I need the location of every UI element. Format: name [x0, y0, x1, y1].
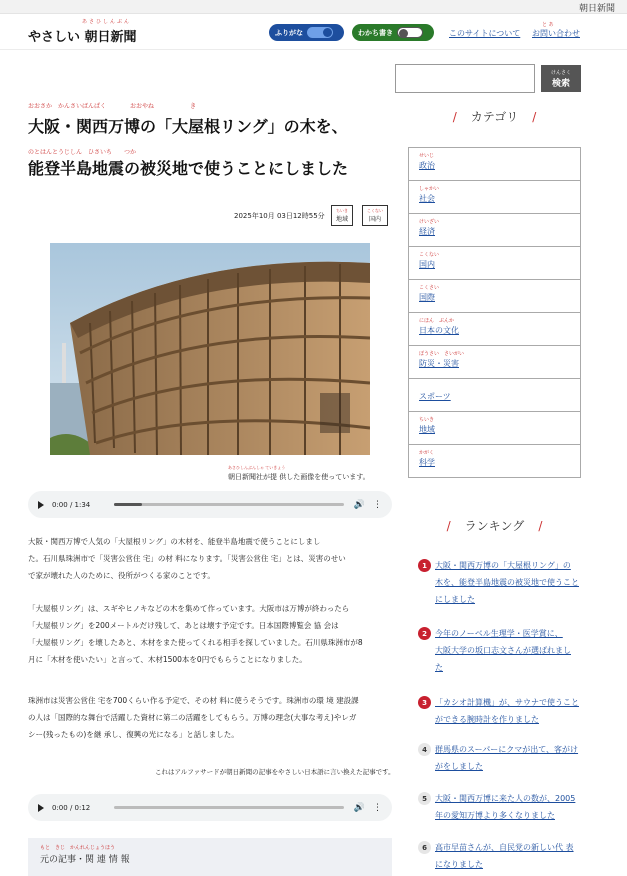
rank-title[interactable] [435, 557, 583, 608]
rank-number-badge: 2 [418, 627, 431, 640]
article-photo [50, 243, 370, 455]
rank-title[interactable] [435, 625, 583, 676]
category-item[interactable] [408, 280, 581, 313]
category-heading [408, 108, 581, 125]
tag-kokunai[interactable] [362, 205, 388, 226]
audio-player-1 [28, 491, 392, 518]
article-title-line-2: 能登半島地震の被災地で使うことにしました [28, 159, 349, 178]
rank-number-badge: 1 [418, 559, 431, 572]
rank-title-line: 「カシオ計算機」が、サウナで使うこと [435, 698, 579, 707]
slash-icon: / [532, 110, 537, 124]
paragraph-1 [28, 533, 390, 584]
tag-ruby: こくない [367, 208, 383, 213]
ring-structure-image [50, 243, 370, 455]
category-label[interactable]: 日本の文化 [419, 326, 459, 335]
rank-title-line: 大阪大学の坂口志文さんが選ばれまし [435, 646, 571, 655]
site-title[interactable] [28, 19, 137, 45]
title-ruby-1: おおさか かんさいばんぱく おおやね き [28, 103, 197, 110]
search-input[interactable] [395, 64, 535, 93]
furigana-toggle[interactable] [269, 24, 344, 41]
rank-number-badge: 5 [418, 792, 431, 805]
category-item[interactable] [408, 445, 581, 478]
furigana-switch-icon[interactable] [307, 27, 333, 38]
category-ruby: ちいき [419, 417, 435, 423]
rank-number-badge: 6 [418, 841, 431, 854]
paragraph-2 [28, 600, 390, 668]
tag-ruby: ちいき [336, 208, 348, 213]
search-button-ruby: けんさく [550, 69, 571, 76]
tag-chiiki[interactable] [331, 205, 353, 226]
category-ruby: せいじ [419, 153, 435, 159]
rewrite-note: これはアルファサードが朝日新聞の記事をやさしい日本語に言い換えた記事です。 [155, 768, 395, 776]
brand-logo[interactable]: 朝日新聞 [578, 4, 615, 14]
about-link[interactable]: このサイトについて [449, 29, 521, 38]
category-list [408, 147, 581, 478]
category-item[interactable] [408, 214, 581, 247]
paragraph-line: 月に「木材を使いたい」と言って、木材1500本を0円でもらうことになりました。 [28, 655, 307, 664]
paragraph-line: 珠洲市は災害公営住 宅を700くらい作る予定で、その材 料に使うそうです。珠洲市の環 境 建設課 [28, 696, 359, 705]
rank-title-line: 大阪・関西万博の「大屋根リング」の [435, 561, 571, 570]
paragraph-3 [28, 692, 390, 743]
rank-title-line: 大阪・関西万博に来た人の数が、2005 [435, 794, 576, 803]
paragraph-line: 大阪・関西万博で人気の「大屋根リング」の木材を、能登半島地震で使うことにしまし [28, 537, 321, 546]
category-ruby: こくない [419, 252, 440, 258]
paragraph-line: た。石川県珠洲市で「災害公営住 宅」の材 料になります。「災害公営住 宅」とは、災害のせい [28, 554, 346, 563]
related-heading: 元の記事・関 連 情 報 [40, 855, 130, 865]
category-item[interactable] [408, 313, 581, 346]
category-label[interactable]: 政治 [419, 161, 435, 170]
wakachi-toggle[interactable] [352, 24, 434, 41]
paragraph-line: シー(残ったもの)を継 承し、復興の光になる」と話しました。 [28, 730, 239, 739]
category-label[interactable]: 地域 [419, 425, 435, 434]
category-label[interactable]: 経済 [419, 227, 435, 236]
wakachi-switch-icon[interactable] [397, 27, 423, 38]
rank-title-line: 今年のノーベル生理学・医学賞に、 [435, 629, 563, 638]
category-ruby: かがく [419, 450, 435, 456]
category-label[interactable]: 国際 [419, 293, 435, 302]
related-ruby: もと きじ かんれんじょうほう [40, 845, 116, 851]
contact-link[interactable] [532, 22, 580, 39]
photo-caption [228, 465, 370, 482]
contact-link-text: お問い合わせ [532, 29, 580, 38]
rank-title-line: た [435, 663, 443, 672]
more-options-icon[interactable]: ⋮ [373, 802, 382, 813]
audio-progress-fill [114, 503, 142, 506]
wakachi-toggle-label: わかち書き [358, 28, 393, 37]
category-label[interactable]: 防災・災害 [419, 359, 459, 368]
paragraph-line: 「大屋根リング」は、スギやヒノキなどの木を集めて作っています。大阪市は万博が終わったら [28, 604, 350, 613]
title-ruby-2: のとはんとうじしん ひさいち つか [28, 149, 137, 156]
search-button[interactable] [541, 65, 581, 92]
slash-icon: / [452, 110, 457, 124]
caption-ruby: あさひしんぶんしゃ ていきょう [228, 465, 286, 470]
category-label[interactable]: 社会 [419, 194, 435, 203]
category-item[interactable] [408, 346, 581, 379]
category-label[interactable]: 科学 [419, 458, 435, 467]
category-item[interactable] [408, 412, 581, 445]
rank-title-line: にしました [435, 595, 475, 604]
paragraph-line: で家が壊れた人のために、役所がつくる家のことです。 [28, 571, 215, 580]
tag-label: 国内 [368, 216, 381, 223]
site-title-ruby: あさひしんぶん [82, 19, 132, 25]
play-icon[interactable] [38, 501, 44, 509]
more-options-icon[interactable]: ⋮ [373, 499, 382, 510]
furigana-toggle-label: ふりがな [275, 28, 303, 37]
category-heading-text: カテゴリ [470, 110, 519, 124]
category-ruby: しゃかい [419, 186, 440, 192]
rank-title[interactable] [435, 741, 583, 775]
rank-title-line: がをしました [435, 762, 483, 771]
slash-icon: / [538, 519, 543, 533]
audio-time: 0:00 / 0:12 [52, 803, 91, 812]
site-title-text: やさしい 朝日新聞 [28, 30, 137, 45]
rank-title[interactable] [435, 839, 583, 873]
category-item[interactable] [408, 181, 581, 214]
rank-title-line: ができる腕時計を作りました [435, 715, 539, 724]
rank-title[interactable] [435, 694, 583, 728]
audio-seek-bar[interactable] [114, 503, 344, 506]
search-button-label: 検索 [551, 78, 570, 89]
rank-title-line: 木を、能登半島地震の被災地で使うこと [435, 578, 579, 587]
audio-time: 0:00 / 1:34 [52, 500, 91, 509]
top-bar [0, 0, 627, 14]
related-info-box [28, 838, 392, 876]
tag-label: 地域 [336, 216, 349, 223]
audio-player-2 [28, 794, 392, 821]
audio-seek-bar[interactable] [114, 806, 344, 809]
category-item[interactable] [408, 379, 581, 412]
category-label[interactable]: 国内 [419, 260, 435, 269]
category-label[interactable]: スポーツ [419, 392, 451, 401]
rank-title-line: 高市早苗さんが、自民党の新しい代 表 [435, 843, 574, 852]
play-icon[interactable] [38, 804, 44, 812]
rank-title-line: になりました [435, 860, 483, 869]
category-item[interactable] [408, 247, 581, 280]
category-ruby: にほん ぶんか [419, 318, 455, 324]
ranking-heading-text: ランキング [464, 519, 525, 533]
article-date: 2025年10月 03日12時55分 [234, 212, 325, 220]
slash-icon: / [446, 519, 451, 533]
rank-title-line: 群馬県のスーパーにクマが出て、客がけ [435, 745, 579, 754]
article-title-line-1: 大阪・関西万博の「大屋根リング」の木を、 [28, 117, 348, 136]
rank-title-line: 年の愛知万博より多くなりました [435, 811, 555, 820]
paragraph-line: 「大屋根リング」を200メートルだけ残して、あとは壊す予定です。日本国際博覧会 協 会は [28, 621, 339, 630]
rank-title[interactable] [435, 790, 583, 824]
paragraph-line: 「大屋根リング」を壊したあと、木材をまた使ってくれる相手を探していました。石川県珠洲市が8 [28, 638, 363, 647]
contact-ruby: と あ [542, 22, 554, 28]
volume-icon[interactable]: 🔊 [353, 499, 365, 510]
ranking-heading [408, 517, 581, 534]
category-ruby: ぼうさい さいがい [419, 351, 465, 357]
category-ruby: こくさい [419, 285, 440, 291]
rank-number-badge: 4 [418, 743, 431, 756]
rank-number-badge: 3 [418, 696, 431, 709]
category-item[interactable] [408, 148, 581, 181]
paragraph-line: の人は「国際的な舞台で活躍した資材に第二の活躍をしてもらう。万博の理念(大事な考え)やレガ [28, 713, 357, 722]
caption-text: 朝日新聞社が提 供した画像を使っています。 [228, 473, 370, 481]
category-ruby: けいざい [419, 219, 440, 225]
volume-icon[interactable]: 🔊 [353, 802, 365, 813]
